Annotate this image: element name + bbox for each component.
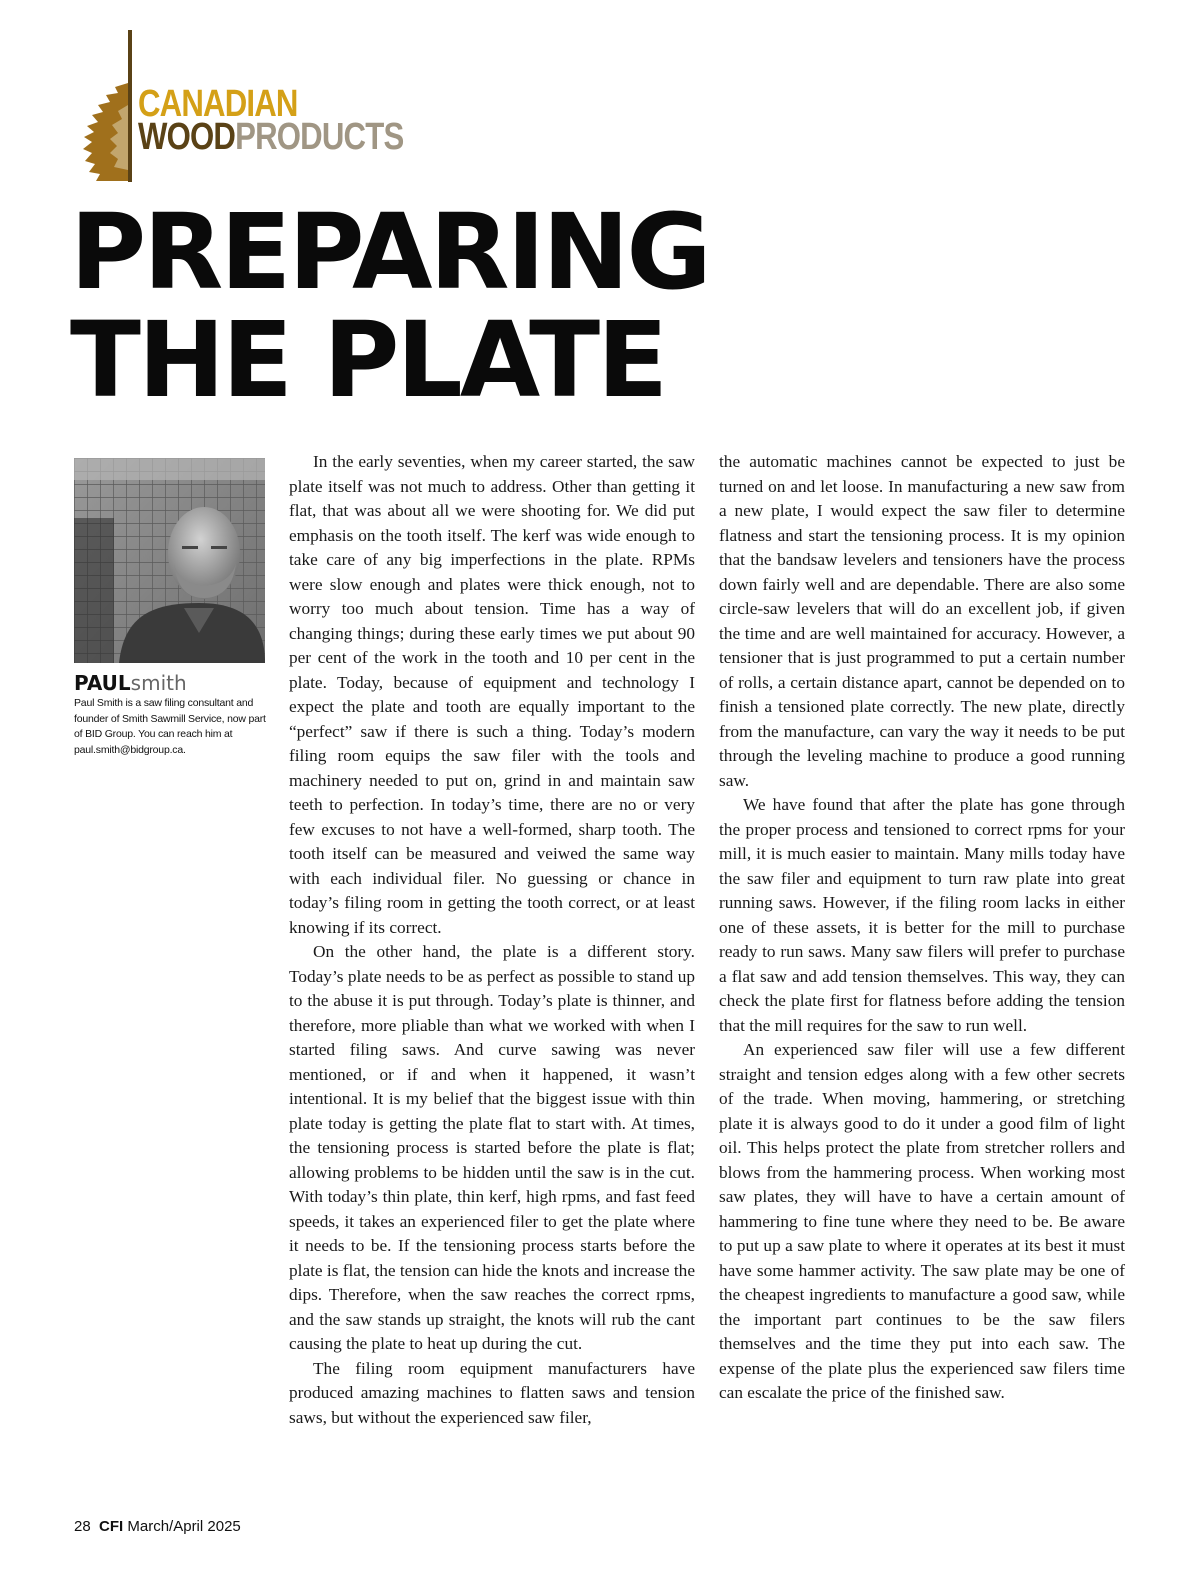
masthead-logo (70, 30, 410, 185)
author-photo (74, 458, 265, 663)
author-box (74, 458, 266, 758)
paragraph: the automatic machines cannot be expected to just be turned on and let loose. In manufacturing a new saw from a new plate, I would expect the saw filer to determine flatness and start the tensioning process. It is my opinion that the bandsaw levelers and tensioners have the process down fairly well and are dependable. There are also some circle-saw levelers that will do an excellent job, if given the time and are well maintained for accuracy. However, a tensioner that is just programmed to put a certain number of rolls, a certain distance apart, cannot be depended on to finish a tensioned plate correctly. The new plate, directly from the manufacture, can vary the way it needs to be put through the leveling machine to produce a good running saw. (719, 452, 1125, 790)
paragraph: On the other hand, the plate is a different story. Today’s plate needs to be as perfect as possible to stand up to the abuse it is put through. Today’s plate is thinner, and therefore, more pliable than what we worked with when I started filing saws. And curve sawing was never mentioned, or if and when it happened, it wasn’t intentional. It is my belief that the biggest issue with thin plate today is getting the plate flat to start with. At times, the tensioning process is started before the plate is flat; allowing problems to be hidden until the saw is in the cut. With today’s thin plate, thin kerf, high rpms, and fast feed speeds, it takes an experienced filer to get the plate where it needs to be. If the tensioning process starts before the plate is flat, the tension can hide the knots and increase the dips. Therefore, when the saw reaches the correct rpms, and the saw stands up straight, the knots will rub the cant causing the plate to heat up during the cut. (289, 942, 695, 1353)
author-last-name: smith (130, 671, 187, 695)
masthead-wood: WOOD (138, 116, 236, 158)
author-first-name: PAUL (74, 671, 131, 695)
headline-line2: THE PLATE (70, 299, 666, 421)
paragraph: We have found that after the plate has gone through the proper process and tensioned to correct rpms for your mill, it is much easier to maintain. Many mills today have the saw filer and equipment to turn raw plate into great running saws. However, if the filing room lacks in either one of these assets, it is better for the mill to purchase ready to run saws. Many saw filers will prefer to purchase a flat saw and add tension themselves. This way, they can check the plate first for flatness before adding the tension that the mill requires for the saw to run well. (719, 795, 1125, 1035)
page-number: 28 (74, 1518, 91, 1535)
article-column-2 (719, 450, 1125, 1406)
paragraph: In the early seventies, when my career started, the saw plate itself was not much to address. Other than getting it flat, that was about all we were shooting for. We did put emphasis on the tooth itself. The kerf was wide enough to take care of any big imperfections in the plate. RPMs were slow enough and plates were thick enough, not to worry too much about tension. Time has a way of changing things; during these early times we put about 90 per cent of the work in the tooth and 10 per cent in the plate. Today, because of equipment and technology I expect the plate and tooth are equally important to the “perfect” saw if there is such a thing. Today’s modern filing room equips the saw filer with the tools and machinery needed to put on, grind in and maintain saw teeth to perfection. In today’s time, there are no or very few excuses to not have a well-formed, sharp tooth. The tooth itself can be measured and veiwed the same way with each individual filer. No guessing or chance in today’s filing room in getting the tooth correct, or at least knowing if its correct. (289, 452, 695, 937)
masthead-divider (128, 30, 132, 182)
masthead-products: PRODUCTS (235, 116, 404, 158)
issue-date: March/April 2025 (127, 1518, 241, 1535)
page-footer (74, 1518, 241, 1535)
masthead-title-line2 (138, 118, 403, 156)
article-column-1 (289, 450, 695, 1430)
author-bio: Paul Smith is a saw filing consultant and founder of Smith Sawmill Service, now part of BID Group. You can reach him at paul.smith@bidgroup.ca. (74, 697, 266, 756)
masthead-title-line1: CANADIAN (138, 83, 298, 125)
paragraph: An experienced saw filer will use a few different straight and tension edges along with a few other secrets of the trade. When moving, hammering, or stretching plate it is always good to do it under a good film of light oil. This helps protect the plate from stretcher rollers and blows from the hammering process. When working most saw plates, they will have to have a certain amount of hammering to fine tune where they need to be. Be aware to put up a saw plate to where it operates at its best it must have some hammer activity. The saw plate may be one of the cheapest ingredients to manufacture a good saw, while the important part continues to be the saw filers themselves and the time they put into each saw. The expense of the plate plus the experienced saw filers time can escalate the price of the finished saw. (719, 1040, 1125, 1402)
paragraph: The filing room equipment manufacturers have produced amazing machines to flatten saws and tension saws, but without the experienced saw filer, (289, 1358, 695, 1427)
article-headline (70, 191, 709, 421)
author-name (74, 671, 266, 695)
headline-line1: PREPARING (70, 191, 709, 313)
magazine-name: CFI (99, 1518, 124, 1535)
